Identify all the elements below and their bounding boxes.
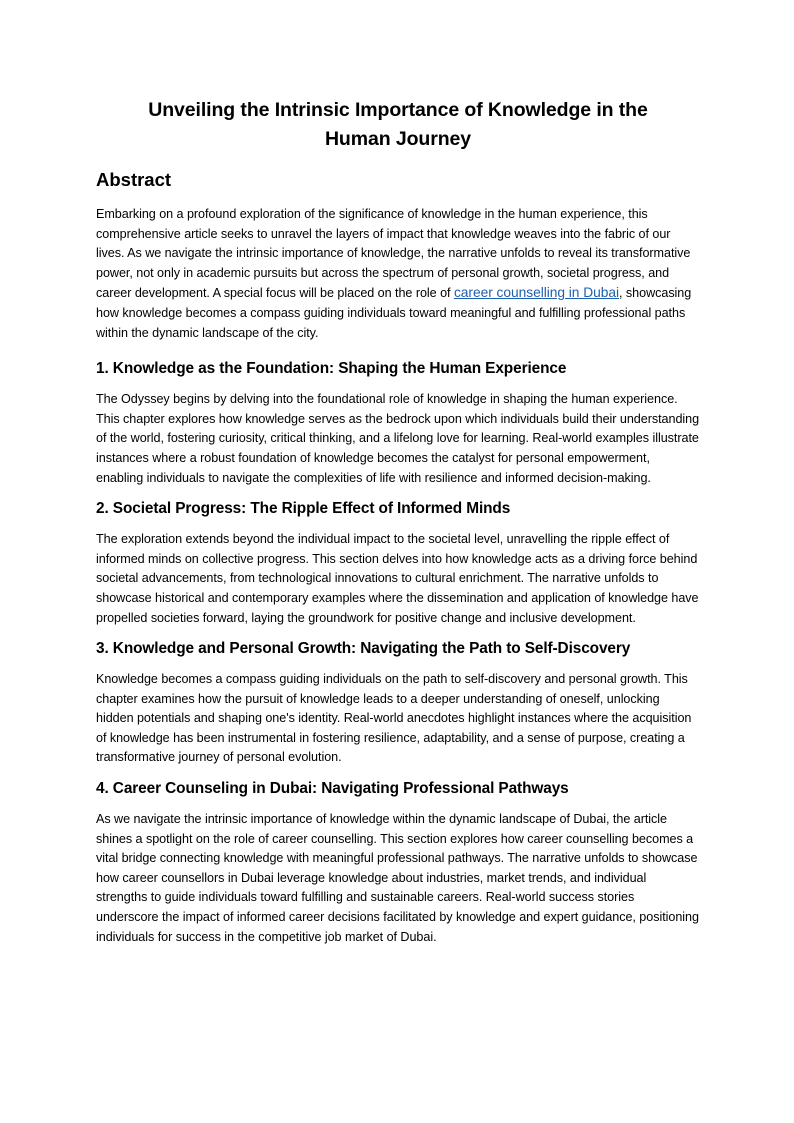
title-line-2: Human Journey bbox=[324, 128, 472, 150]
abstract-heading: Abstract bbox=[96, 169, 172, 190]
section-2-heading: 2. Societal Progress: The Ripple Effect of Informed Minds bbox=[96, 500, 511, 518]
document-page bbox=[96, 96, 700, 947]
section-2-body: The exploration extends beyond the individual impact to the societal level, unravelling the ripple effect of informed minds on collective progress. This section delves into how knowledge acts as a driving force behind societal advancements, from technological innovations to cultural enrichment. The narrative unfolds to showcase historical and contemporary examples where the dissemination and application of knowledge have propelled societies forward, laying the groundwork for positive change and inclusive development. bbox=[96, 532, 699, 625]
section-3-body: Knowledge becomes a compass guiding individuals on the path to self-discovery and personal growth. This chapter examines how the pursuit of knowledge leads to a deeper understanding of oneself, unlocking hidden potentials and shaping one's identity. Real-world anecdotes highlight instances where the acquisition of knowledge has been instrumental in fostering resilience, adaptability, and a sense of purpose, creating a transformative journey of personal evolution. bbox=[96, 672, 692, 765]
career-counselling-dubai-link[interactable]: career counselling in Dubai bbox=[453, 285, 620, 301]
section-1-heading: 1. Knowledge as the Foundation: Shaping the Human Experience bbox=[96, 360, 567, 378]
abstract-paragraph bbox=[96, 205, 700, 343]
section-3-heading: 3. Knowledge and Personal Growth: Navigating the Path to Self-Discovery bbox=[96, 640, 631, 658]
title-line-1: Unveiling the Intrinsic Importance of Knowledge in the bbox=[148, 99, 648, 121]
document-title bbox=[96, 96, 700, 154]
abstract-text-after-link: , showcasing how knowledge becomes a compass guiding individuals toward meaningful and fulfilling professional paths within the dynamic landscape of the city. bbox=[96, 286, 692, 340]
abstract-text-before-link: Embarking on a profound exploration of the significance of knowledge in the human experience, this comprehensive article seeks to unravel the layers of impact that knowledge weaves into the fabric of our lives. As we navigate the intrinsic importance of knowledge, the narrative unfolds to reveal its transformative power, not only in academic pursuits but across the spectrum of personal growth, societal progress, and career development. A special focus will be placed on the role of bbox=[96, 207, 691, 301]
section-1-body: The Odyssey begins by delving into the foundational role of knowledge in shaping the human experience. This chapter explores how knowledge serves as the bedrock upon which individuals build their understanding of the world, fostering curiosity, critical thinking, and a lifelong love for learning. Real-world examples illustrate instances where a robust foundation of knowledge becomes the catalyst for personal empowerment, enabling individuals to navigate the complexities of life with resilience and informed decision-making. bbox=[96, 392, 700, 485]
section-4-body: As we navigate the intrinsic importance of knowledge within the dynamic landscape of Dubai, the article shines a spotlight on the role of career counselling. This section explores how career counselling becomes a vital bridge connecting knowledge with meaningful professional pathways. The narrative unfolds to showcase how career counsellors in Dubai leverage knowledge about industries, market trends, and individual strengths to guide individuals toward fulfilling and sustainable careers. Real-world success stories underscore the impact of informed career decisions facilitated by knowledge and expert guidance, positioning individuals for success in the competitive job market of Dubai. bbox=[96, 812, 699, 944]
section-4-heading: 4. Career Counseling in Dubai: Navigating Professional Pathways bbox=[96, 780, 569, 798]
